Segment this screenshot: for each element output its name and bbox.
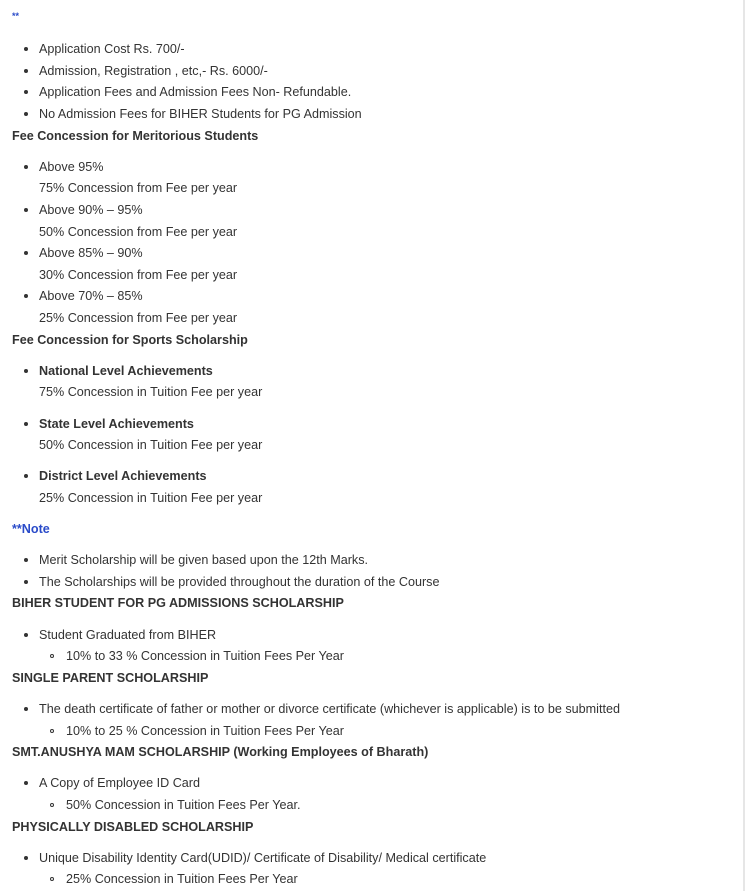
- bullet-dot: [24, 707, 28, 711]
- fee-item-biher-pg: No Admission Fees for BIHER Students for PG Admission: [39, 107, 362, 121]
- merit-heading: Fee Concession for Meritorious Students: [12, 129, 259, 143]
- merit-range: Above 70% – 85%: [39, 289, 143, 303]
- bullet-dot: [24, 781, 28, 785]
- merit-concession: 30% Concession from Fee per year: [39, 268, 238, 282]
- biher-pg-sub: 10% to 33 % Concession in Tuition Fees Per Year: [66, 649, 344, 663]
- anushya-sub: 50% Concession in Tuition Fees Per Year.: [66, 798, 301, 812]
- bullet-circle: [50, 729, 54, 733]
- bullet-circle: [50, 654, 54, 658]
- bullet-dot: [24, 474, 28, 478]
- note-item: Merit Scholarship will be given based upon the 12th Marks.: [39, 553, 369, 567]
- sports-level: National Level Achievements: [39, 364, 213, 378]
- anushya-heading: SMT.ANUSHYA MAM SCHOLARSHIP (Working Employees of Bharath): [12, 745, 429, 759]
- bullet-dot: [24, 369, 28, 373]
- sports-heading: Fee Concession for Sports Scholarship: [12, 333, 248, 347]
- bullet-dot: [24, 294, 28, 298]
- biher-pg-item: Student Graduated from BIHER: [39, 628, 217, 642]
- bullet-dot: [24, 112, 28, 116]
- bullet-dot: [24, 165, 28, 169]
- fee-item-admission: Admission, Registration , etc,- Rs. 6000/-: [39, 64, 268, 78]
- disabled-item: Unique Disability Identity Card(UDID)/ Certificate of Disability/ Medical certificate: [39, 851, 487, 865]
- merit-range: Above 95%: [39, 160, 104, 174]
- merit-concession: 50% Concession from Fee per year: [39, 225, 238, 239]
- sports-concession: 25% Concession in Tuition Fee per year: [39, 491, 263, 505]
- disabled-sub: 25% Concession in Tuition Fees Per Year: [66, 872, 298, 886]
- sports-concession: 50% Concession in Tuition Fee per year: [39, 438, 263, 452]
- bullet-dot: [24, 90, 28, 94]
- note-item: The Scholarships will be provided throughout the duration of the Course: [39, 575, 440, 589]
- bullet-dot: [24, 69, 28, 73]
- bullet-dot: [24, 251, 28, 255]
- bullet-dot: [24, 633, 28, 637]
- note-heading: **Note: [12, 522, 50, 536]
- sports-level: District Level Achievements: [39, 469, 207, 483]
- disabled-heading: PHYSICALLY DISABLED SCHOLARSHIP: [12, 820, 254, 834]
- top-marker: **: [12, 11, 20, 21]
- fee-item-application-cost: Application Cost Rs. 700/-: [39, 42, 185, 56]
- merit-range: Above 90% – 95%: [39, 203, 143, 217]
- merit-concession: 75% Concession from Fee per year: [39, 181, 238, 195]
- bullet-dot: [24, 47, 28, 51]
- merit-range: Above 85% – 90%: [39, 246, 143, 260]
- bullet-dot: [24, 208, 28, 212]
- bullet-circle: [50, 877, 54, 881]
- single-parent-heading: SINGLE PARENT SCHOLARSHIP: [12, 671, 209, 685]
- bullet-dot: [24, 558, 28, 562]
- sports-level: State Level Achievements: [39, 417, 194, 431]
- bullet-dot: [24, 580, 28, 584]
- anushya-item: A Copy of Employee ID Card: [39, 776, 200, 790]
- single-parent-sub: 10% to 25 % Concession in Tuition Fees Per Year: [66, 724, 344, 738]
- merit-concession: 25% Concession from Fee per year: [39, 311, 238, 325]
- biher-pg-heading: BIHER STUDENT FOR PG ADMISSIONS SCHOLARSHIP: [12, 596, 344, 610]
- single-parent-item: The death certificate of father or mother or divorce certificate (whichever is applicable) is to be submitted: [39, 702, 620, 716]
- bullet-circle: [50, 803, 54, 807]
- bullet-dot: [24, 856, 28, 860]
- fee-item-non-refundable: Application Fees and Admission Fees Non- Refundable.: [39, 85, 352, 99]
- bullet-dot: [24, 422, 28, 426]
- sports-concession: 75% Concession in Tuition Fee per year: [39, 385, 263, 399]
